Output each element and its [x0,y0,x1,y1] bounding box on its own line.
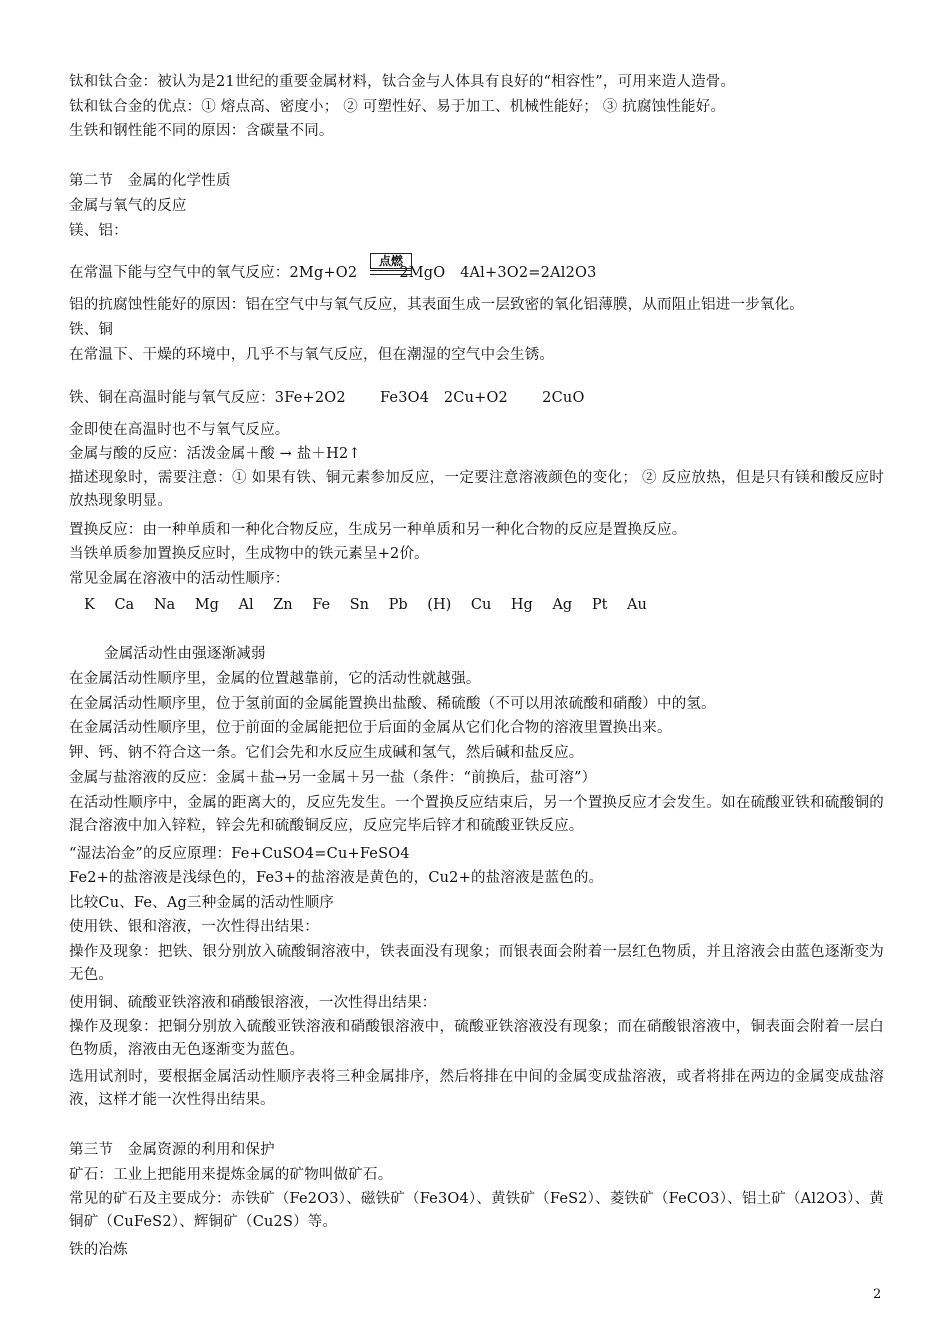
metal-symbol: K [84,597,95,613]
text-line: 金即使在高温时也不与氧气反应。 [69,422,290,438]
metal-symbol: (H) [427,597,452,613]
text-line: 矿石：工业上把能用来提炼金属的矿物叫做矿石。 [69,1167,393,1183]
section-title: 第三节 金属资源的利用和保护 [69,1142,275,1158]
paragraph: 在活动性顺序中，金属的距离大的，反应先发生。一个置换反应结束后，另一个置换反应才会发生。如在硫酸亚铁和硫酸铜的混合溶液中加入锌粒，锌会先和硫酸铜反应，反应完毕后锌才和硫酸亚铁反应。 [69,795,884,834]
text-line: 金属与氧气的反应 [69,198,187,214]
text-line: 铁的冶炼 [69,1242,128,1258]
text-line: 金属与盐溶液的反应：金属＋盐→另一金属＋另一盐（条件：“前换后，盐可溶”） [69,770,597,786]
text-line: 在金属活动性顺序里，位于氢前面的金属能置换出盐酸、稀硫酸（不可以用浓硫酸和硝酸）中的氢。 [69,696,716,712]
text-line: “湿法冶金”的反应原理：Fe+CuSO4=Cu+FeSO4 [69,846,410,862]
equation-line: 铁、铜在高温时能与氧气反应：3Fe+2O2 Fe3O4 2Cu+O2 2CuO [69,390,585,406]
metal-symbol: Pt [591,597,608,613]
metal-symbol: Na [153,597,176,613]
metal-symbol: Hg [510,597,533,613]
text-line: 在金属活动性顺序里，位于前面的金属能把位于后面的金属从它们化合物的溶液里置换出来。 [69,720,672,736]
reaction-equals-sign [370,270,412,275]
text-line: 使用铜、硫酸亚铁溶液和硝酸银溶液，一次性得出结果： [69,995,437,1011]
text-line: 钛和钛合金：被认为是21世纪的重要金属材料，钛合金与人体具有良好的“相容性”，可用来造人造骨。 [69,74,736,90]
equation-left: 在常温下能与空气中的氧气反应：2Mg+O2 [69,265,358,281]
text-line: 在常温下、干燥的环境中，几乎不与氧气反应，但在潮湿的空气中会生锈。 [69,347,555,363]
text-line: 常见金属在溶液中的活动性顺序： [69,571,290,587]
metal-symbol: Ca [114,597,135,613]
paragraph: 描述现象时，需要注意：① 如果有铁、铜元素参加反应，一定要注意溶液颜色的变化； ② 反应放热，但是只有镁和酸反应时放热现象明显。 [69,470,884,509]
text-line: 铁、铜 [69,322,114,338]
reaction-condition-label: 点燃 [370,253,412,269]
paragraph: 选用试剂时，要根据金属活动性顺序表将三种金属排序，然后将排在中间的金属变成盐溶液，或者将排在两边的金属变成盐溶液，这样才能一次性得出结果。 [69,1069,884,1108]
text-line: 钾、钙、钠不符合这一条。它们会先和水反应生成碱和氢气，然后碱和盐反应。 [69,745,584,761]
text-line: 金属与酸的反应：活泼金属＋酸 → 盐＋H2↑ [69,446,361,462]
metal-symbol: Al [238,597,254,613]
text-line: 当铁单质参加置换反应时，生成物中的铁元素呈+2价。 [69,546,429,562]
metal-symbol: Mg [194,597,219,613]
text-line: 铝的抗腐蚀性能好的原因：铝在空气中与氧气反应，其表面生成一层致密的氧化铝薄膜，从而阻止铝进一步氧化。 [69,297,804,313]
text-line: 生铁和钢性能不同的原因：含碳量不同。 [69,123,334,139]
metal-symbol: Pb [388,597,408,613]
metal-symbol: Sn [349,597,370,613]
equation-right: 2MgO 4Al+3O2=2Al2O3 [399,265,597,281]
metal-symbol: Ag [552,597,573,613]
text-line: 置换反应：由一种单质和一种化合物反应，生成另一种单质和另一种化合物的反应是置换反应。 [69,522,687,538]
metal-activity-series [84,596,662,614]
text-line: 金属活动性由强逐渐减弱 [104,646,266,662]
equation-line [69,264,597,282]
text-line: 在金属活动性顺序里，金属的位置越靠前，它的活动性就越强。 [69,671,481,687]
metal-symbol: Au [627,597,647,613]
text-line: 镁、铝： [69,223,128,239]
metal-symbol: Zn [273,597,293,613]
paragraph: 常见的矿石及主要成分：赤铁矿（Fe2O3）、磁铁矿（Fe3O4）、黄铁矿（FeS2）、菱铁矿（FeCO3）、铝土矿（Al2O3）、黄铜矿（CuFeS2）、辉铜矿（Cu2S）等。 [69,1191,884,1230]
text-line: 比较Cu、Fe、Ag三种金属的活动性顺序 [69,895,335,911]
text-line: Fe2+的盐溶液是浅绿色的，Fe3+的盐溶液是黄色的，Cu2+的盐溶液是蓝色的。 [69,870,604,886]
section-title: 第二节 金属的化学性质 [69,173,231,189]
paragraph: 操作及现象：把铜分别放入硫酸亚铁溶液和硝酸银溶液中，硫酸亚铁溶液没有现象；而在硝酸银溶液中，铜表面会附着一层白色物质，溶液由无色逐渐变为蓝色。 [69,1019,884,1058]
metal-symbol: Cu [470,597,492,613]
paragraph: 操作及现象：把铁、银分别放入硫酸铜溶液中，铁表面没有现象；而银表面会附着一层红色物质，并且溶液会由蓝色逐渐变为无色。 [69,944,884,983]
text-line: 使用铁、银和溶液，一次性得出结果： [69,919,319,935]
metal-symbol: Fe [312,597,331,613]
page-number: 2 [873,1287,882,1302]
text-line: 钛和钛合金的优点：① 熔点高、密度小； ② 可塑性好、易于加工、机械性能好； ③ 抗腐蚀性能好。 [69,99,726,115]
